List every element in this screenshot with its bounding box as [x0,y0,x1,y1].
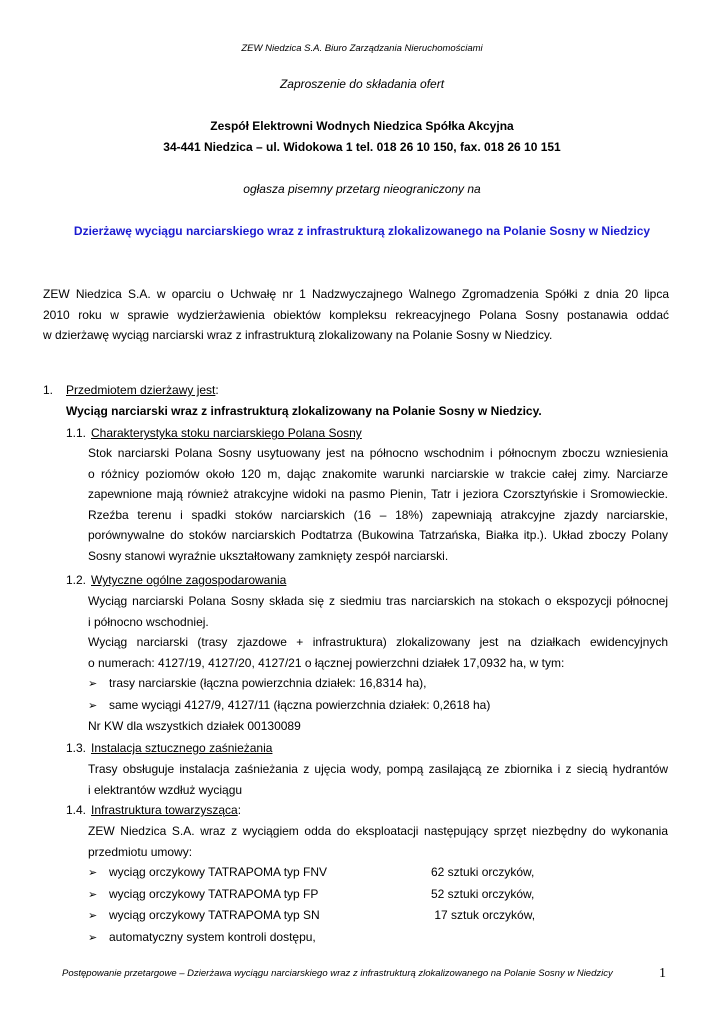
bullet-item [88,673,668,695]
body-line: Trasy obsługuje instalacja zaśnieżania z ujęcia wody, pompą zasilającą ze zbiornika i z siecią hydrantów [88,762,668,776]
section-1-2-body [88,591,668,737]
page-footer: Postępowanie przetargowe – Dzierżawa wyciągu narciarskiego wraz z infrastrukturą zlokalizowanego na Polanie Sosny w Niedzicy [62,968,613,979]
section-1-4-number: 1.4. [66,803,87,817]
tender-subject: Dzierżawę wyciągu narciarskiego wraz z infrastrukturą zlokalizowanego na Polanie Sosny w Niedzicy [73,224,651,238]
bullet-item [88,695,668,717]
equipment-name: automatyczny system kontroli dostępu, [109,929,316,944]
kw-text: Nr KW dla wszystkich działek 00130089 [88,719,301,733]
body-line: ZEW Niedzica S.A. wraz z wyciągiem odda do eksploatacji następujący sprzęt niezbędny do wykonania [88,824,668,838]
section-1-1-title: Charakterystyka stoku narciarskiego Polana Sosny [91,426,362,440]
intro-line: ZEW Niedzica S.A. w oparciu o Uchwałę nr 1 Nadzwyczajnego Walnego Zgromadzenia Spółki z dnia 20 lipca [43,287,669,301]
equipment-item [88,905,668,927]
section-1-title-colon: : [215,383,219,397]
arrow-bullet-icon: ➢ [88,867,98,879]
body-line: i północno wschodniej. [88,614,209,629]
kw-number [88,716,668,737]
body-line: przedmiotu umowy: [88,844,193,859]
section-1-4-body [88,821,668,948]
company-name: Zespół Elektrowni Wodnych Niedzica Spółka Akcyjna [210,119,514,133]
section-1-4-title-colon: : [237,803,242,817]
equipment-item [88,862,668,884]
bullet-text: same wyciągi 4127/9, 4127/11 (łączna powierzchnia działek: 0,2618 ha) [109,697,491,712]
section-1-subtitle: Wyciąg narciarski wraz z infrastrukturą zlokalizowany na Polanie Sosny w Niedzicy. [66,404,542,418]
section-1-3-number: 1.3. [66,741,87,755]
body-line: Sosny stanowi wyraźnie ukształtowany zamknięty zespół narciarski. [88,548,449,563]
section-1-number: 1. [43,383,54,397]
section-1-1-body [88,443,668,566]
body-line: porównywalne do stoków narciarskich Podtatrza (Bukowina Tatrzańska, Białka itp.). Układ zboczy Polany [88,528,668,542]
intro-line: w dzierżawę wyciąg narciarski wraz z infrastrukturą zlokalizowany na Polanie Sosny w Niedzicy. [43,328,553,342]
section-1-4-title [91,800,241,821]
invitation-title: Zaproszenie do składania ofert [279,77,445,91]
equipment-qty: 52 sztuki orczyków, [431,886,535,901]
body-line: Wyciąg narciarski (trasy zjazdowe + infrastruktura) zlokalizowany jest na działkach ewidencyjnych [88,635,668,649]
equipment-name: wyciąg orczykowy TATRAPOMA typ SN [109,908,320,922]
body-line: zapewnione mają również atrakcyjne widoki na pasmo Pienin, Tatr i jeziora Czorsztyńskie i Sromowieckie. [88,487,668,501]
body-line: Wyciąg narciarski Polana Sosny składa się z siedmiu tras narciarskich na stokach o ekspozycji północnej [88,594,668,608]
section-1-4-title-text: Infrastruktura towarzysząca [91,803,238,817]
arrow-bullet-icon: ➢ [88,678,98,690]
equipment-item [88,884,668,906]
arrow-bullet-icon: ➢ [88,910,98,922]
arrow-bullet-icon: ➢ [88,699,98,712]
equipment-name: wyciąg orczykowy TATRAPOMA typ FNV [109,865,328,879]
section-1-2-number: 1.2. [66,573,87,587]
section-1-2-title: Wytyczne ogólne zagospodarowania [91,573,287,587]
section-1-title [66,380,219,401]
intro-line: 2010 roku w sprawie wydzierżawienia obiektów kompleksu rekreacyjnego Polana Sosny postanawia oddać [43,307,669,322]
announcement: ogłasza pisemny przetarg nieograniczony na [243,182,481,196]
equipment-qty: 17 sztuk orczyków, [431,908,536,922]
intro-paragraph [43,284,669,346]
arrow-bullet-icon: ➢ [88,888,98,901]
equipment-qty: 62 sztuki orczyków, [431,865,535,879]
section-1-3-body [88,759,668,800]
page-number: 1 [659,966,666,981]
arrow-bullet-icon: ➢ [88,931,98,944]
company-address: 34-441 Niedzica – ul. Widokowa 1 tel. 018 26 10 150, fax. 018 26 10 151 [163,140,561,154]
body-line: o numerach: 4127/19, 4127/20, 4127/21 o łącznej powierzchni działek 17,0932 ha, w tym: [88,655,565,670]
body-line: i elektrantów wzdłuż wyciągu [88,782,243,797]
section-1-title-text: Przedmiotem dzierżawy jest [66,383,216,397]
bullet-text: trasy narciarskie (łączna powierzchnia działek: 16,8314 ha), [109,676,427,690]
equipment-name: wyciąg orczykowy TATRAPOMA typ FP [109,886,319,901]
section-1-1-number: 1.1. [66,426,87,440]
page-header: ZEW Niedzica S.A. Biuro Zarządzania Nieruchomościami [241,43,483,54]
equipment-item [88,927,668,949]
body-line: Rzeźba terenu i spadki stoków narciarskich (16 – 18%) zapewniają atrakcyjne zjazdy narciarskie, [88,507,668,522]
body-line: o różnicy poziomów około 120 m, dając znakomite warunki narciarskie w trakcie całej zimy. Narciarze [88,466,668,481]
body-line: Stok narciarski Polana Sosny usytuowany jest na północno wschodnim i północnym zboczu wzniesienia [88,446,668,460]
section-1-3-title: Instalacja sztucznego zaśnieżania [91,741,273,755]
